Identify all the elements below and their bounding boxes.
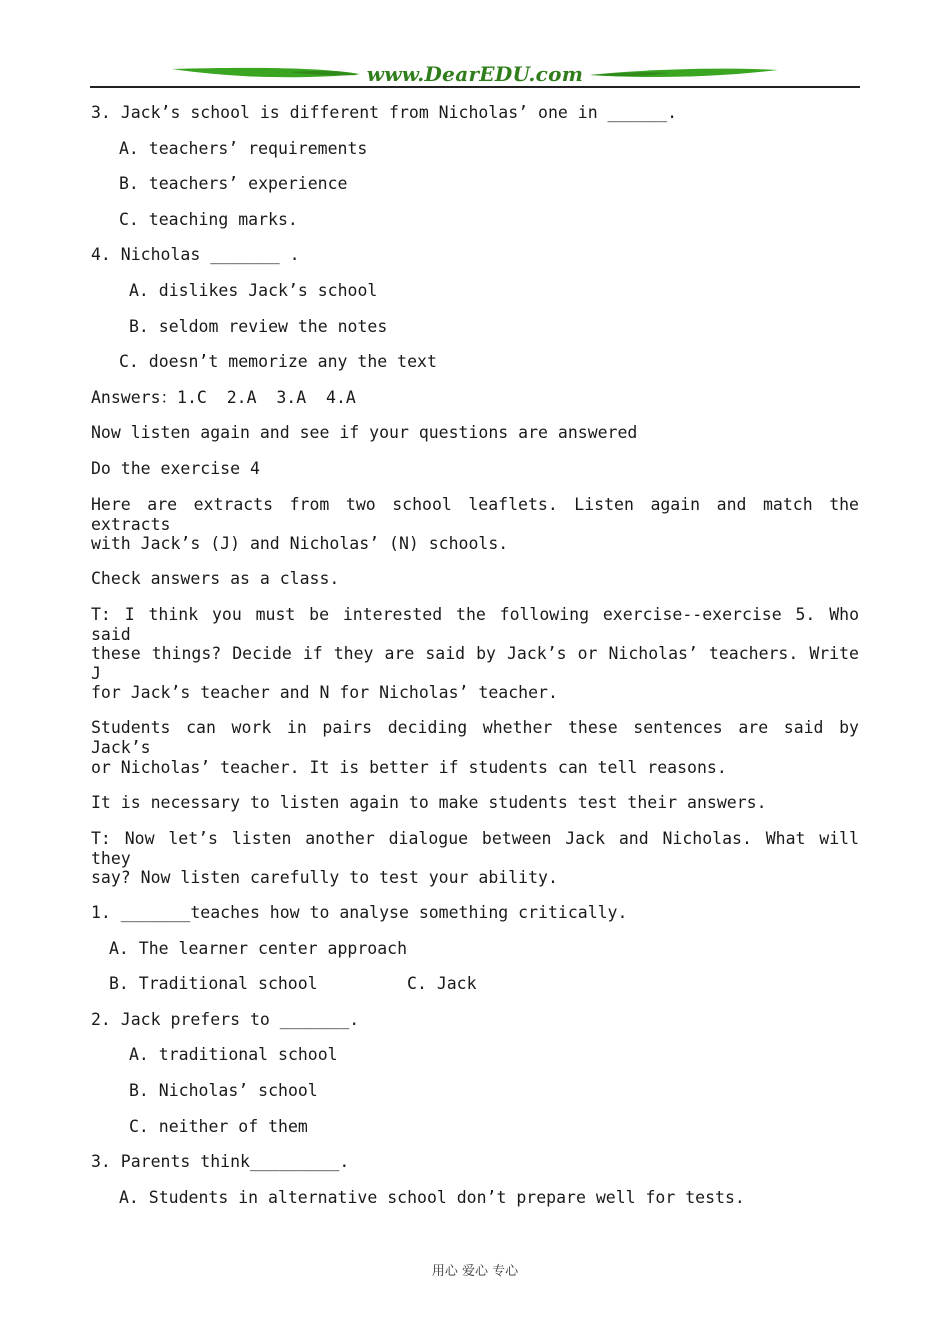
text-line: Here are extracts from two school leaflets. Listen again and match the extracts [91, 495, 859, 534]
text-line: A. Students in alternative school don’t prepare well for tests. [119, 1188, 745, 1207]
text-line: Now listen again and see if your questions are answered [91, 423, 638, 442]
text-line: 1. _______teaches how to analyse something critically. [91, 903, 628, 922]
text-line: A. teachers’ requirements [119, 139, 368, 158]
text-line: say? Now listen carefully to test your ability. [91, 868, 558, 887]
text-line: 2. Jack prefers to _______. [91, 1010, 360, 1029]
text-line: B. seldom review the notes [129, 317, 388, 336]
text-line: Do the exercise 4 [91, 459, 260, 478]
site-logo-text: www.DearEDU.com [366, 62, 584, 86]
text-line: T: I think you must be interested the following exercise--exercise 5. Who said [91, 605, 859, 644]
text-line: these things? Decide if they are said by Jack’s or Nicholas’ teachers. Write J [91, 644, 859, 683]
header-rule [90, 86, 860, 88]
text-line: 4. Nicholas _______ . [91, 245, 300, 264]
text-line: A. dislikes Jack’s school [129, 281, 378, 300]
text-line: T: Now let’s listen another dialogue between Jack and Nicholas. What will they [91, 829, 859, 868]
page-footer: 用心 爱心 专心 [431, 1264, 519, 1279]
text-line: C. doesn’t memorize any the text [119, 352, 437, 371]
text-line: B. Nicholas’ school [129, 1081, 318, 1100]
text-line: or Nicholas’ teacher. It is better if students can tell reasons. [91, 758, 727, 777]
text-line: C. neither of them [129, 1117, 308, 1136]
text-line: Answers：1.C 2.A 3.A 4.A [91, 388, 356, 407]
text-line: 3. Parents think_________. [91, 1152, 350, 1171]
text-line: B. Traditional school C. Jack [109, 974, 477, 993]
text-line: 3. Jack’s school is different from Nicholas’ one in ______. [91, 103, 678, 122]
text-line: Students can work in pairs deciding whether these sentences are said by Jack’s [91, 718, 859, 757]
text-line: A. traditional school [129, 1045, 338, 1064]
text-line: It is necessary to listen again to make students test their answers. [91, 793, 767, 812]
text-line: A. The learner center approach [109, 939, 408, 958]
text-line: Check answers as a class. [91, 569, 340, 588]
text-line: B. teachers’ experience [119, 174, 348, 193]
page-header [90, 60, 860, 90]
text-line: with Jack’s (J) and Nicholas’ (N) schools. [91, 534, 509, 553]
text-line: for Jack’s teacher and N for Nicholas’ teacher. [91, 683, 558, 702]
text-line: C. teaching marks. [119, 210, 298, 229]
